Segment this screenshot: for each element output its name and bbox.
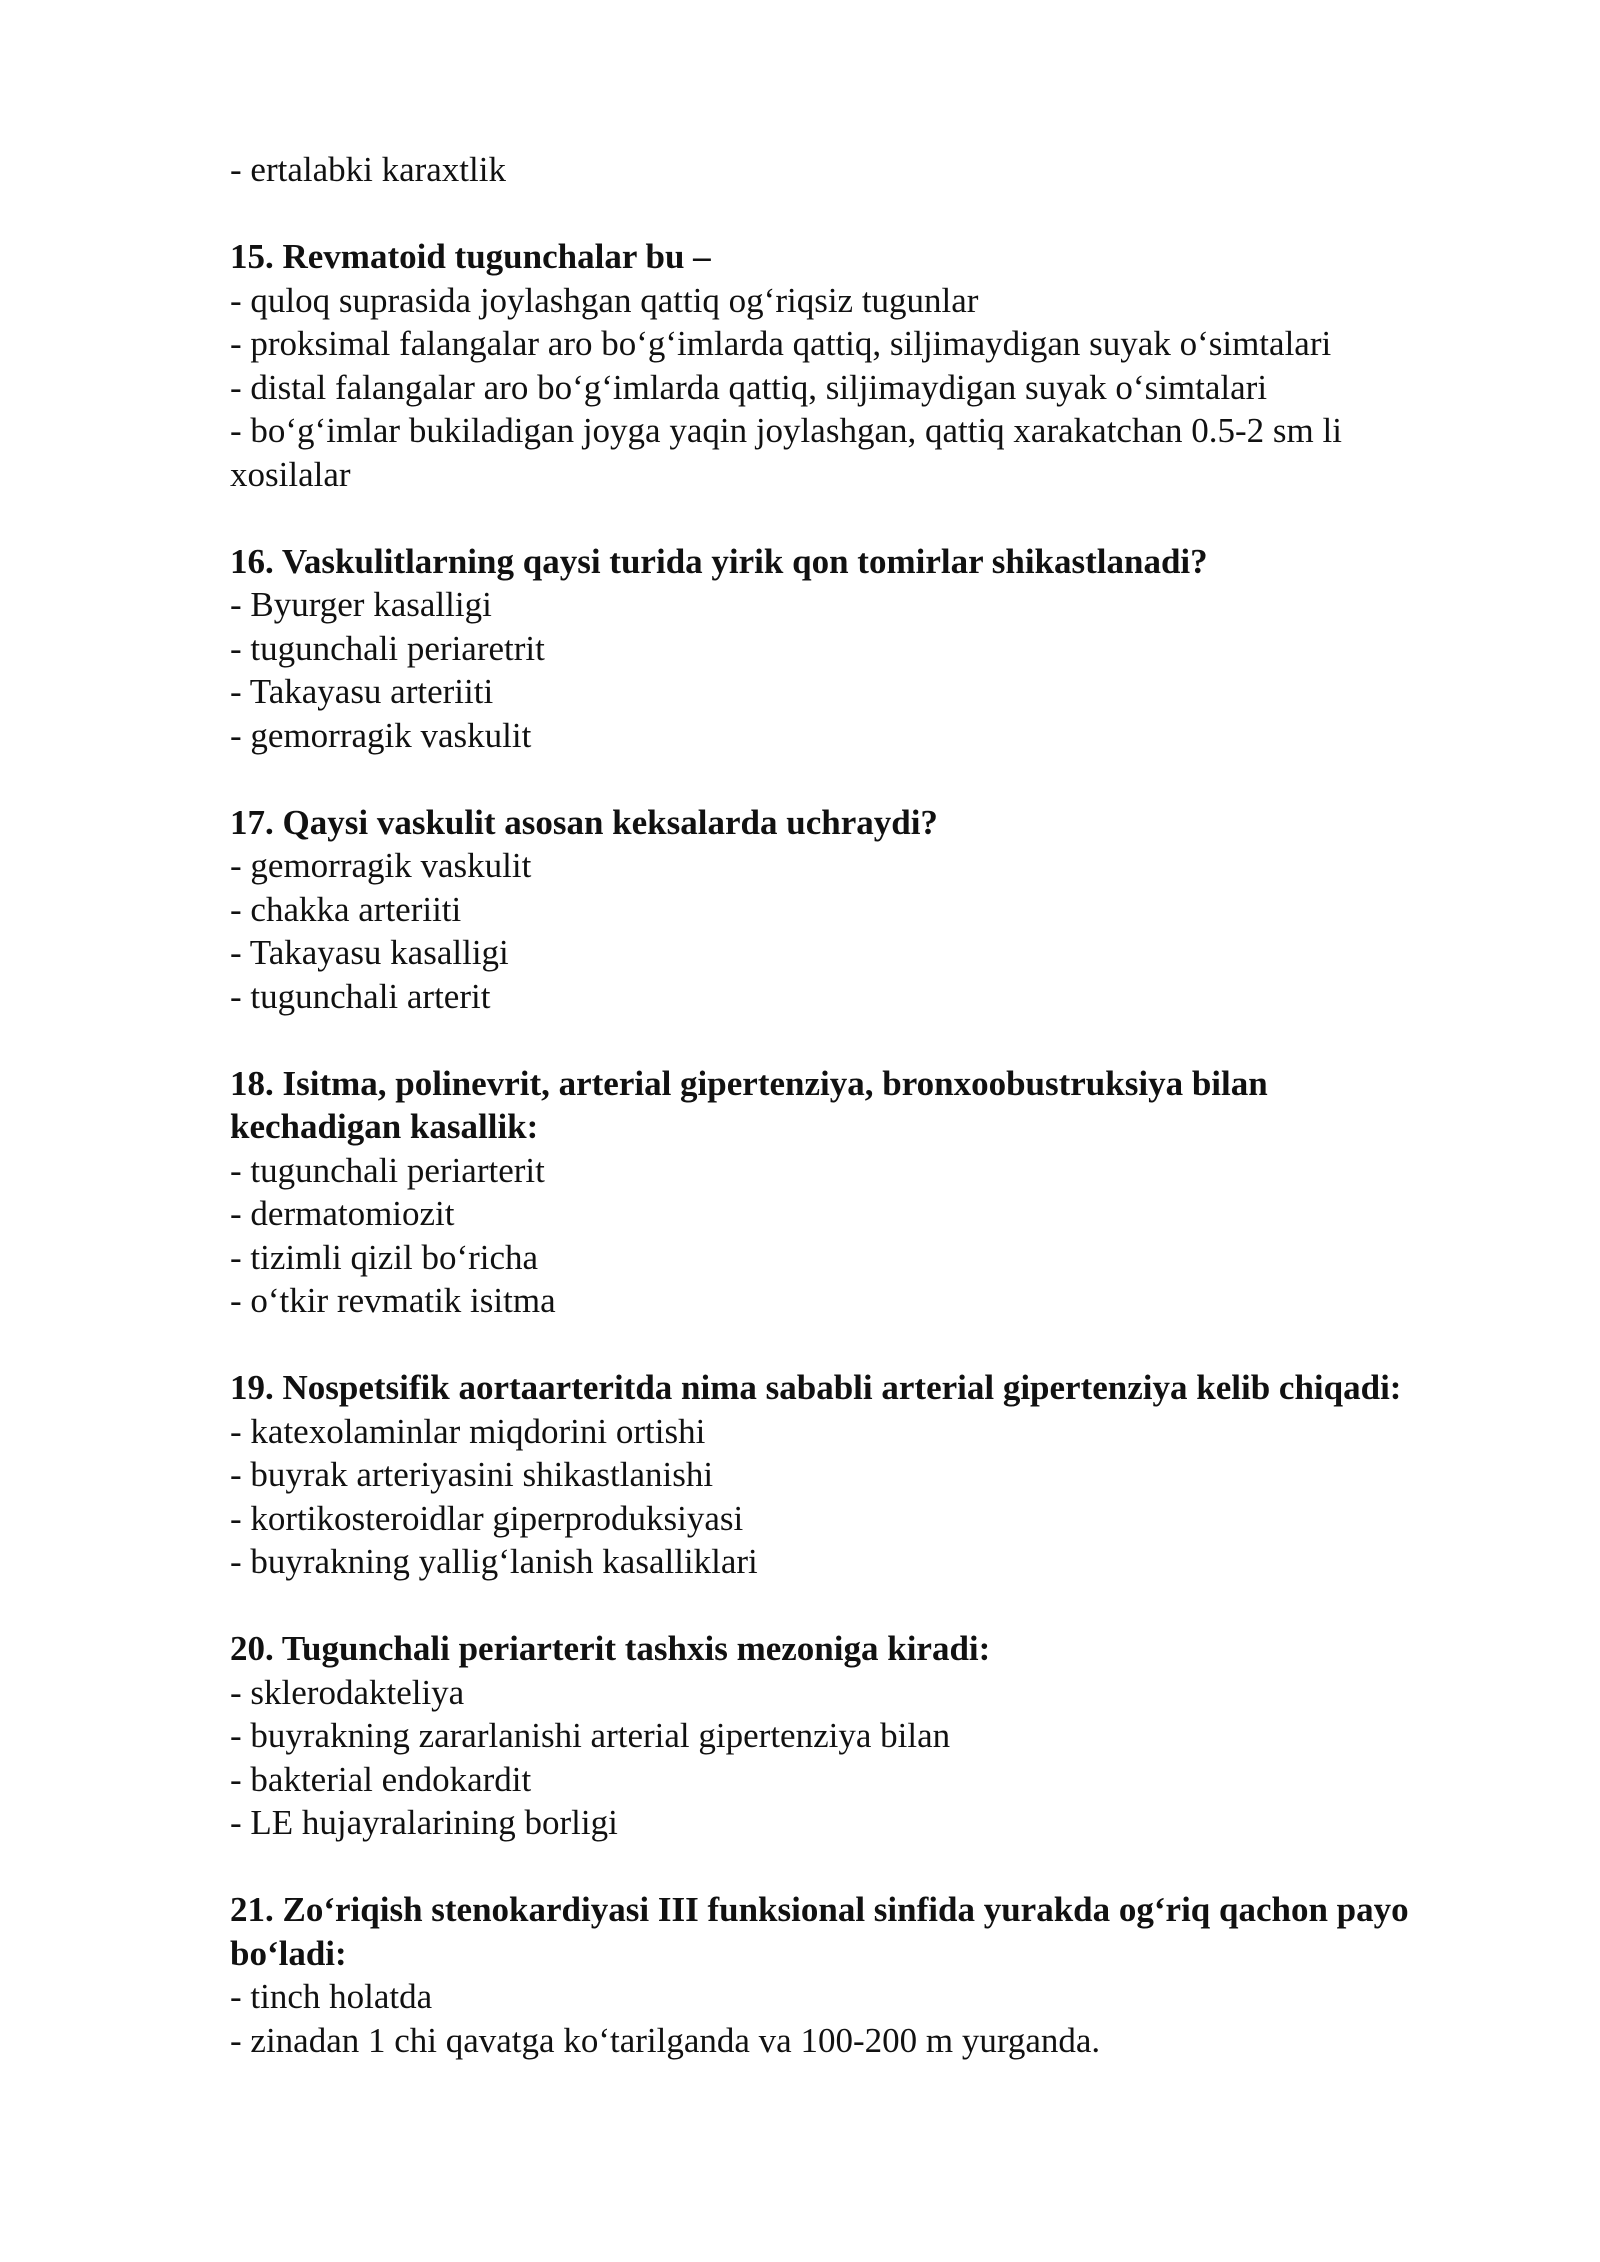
answer-option: - Takayasu arteriiti [230,672,494,711]
answer-option: - buyrak arteriyasini shikastlanishi [230,1455,714,1494]
question-title: 16. Vaskulitlarning qaysi turida yirik qon tomirlar shikastlanadi? [230,541,1208,581]
answer-option: - tizimli qizil bo‘richa [230,1237,539,1277]
answer-option: - buyrakning yallig‘lanish kasalliklari [230,1542,758,1581]
answer-option: - gemorragik vaskulit [230,846,532,885]
answer-option: - proksimal falangalar aro bo‘g‘imlarda qattiq, siljimaydigan suyak o‘simtalari [230,324,1332,363]
answer-option: - bo‘g‘imlar bukiladigan joyga yaqin joylashgan, qattiq xarakatchan 0.5-2 sm li xosilalar [230,411,1342,494]
question-19 [230,1366,1430,1584]
answer-option: - o‘tkir revmatik isitma [230,1281,556,1320]
question-21 [230,1888,1430,2062]
question-title: 18. Isitma, polinevrit, arterial gipertenziya, bronxoobustruksiya bilan kechadigan kasallik: [230,1063,1268,1146]
question-title: 19. Nospetsifik aortaarteritda nima sababli arterial gipertenziya kelib chiqadi: [230,1368,1402,1407]
answer-option: - kortikosteroidlar giperproduksiyasi [230,1498,744,1538]
question-15 [230,235,1430,496]
answer-option: - Byurger kasalligi [230,585,492,624]
answer-option: - gemorragik vaskulit [230,715,532,755]
answer-option: - zinadan 1 chi qavatga ko‘tarilganda va 100-200 m yurganda. [230,2020,1101,2060]
answer-option: - dermatomiozit [230,1194,455,1233]
answer-option: - tinch holatda [230,1977,433,2016]
question-17 [230,801,1430,1019]
answer-option: - katexolaminlar miqdorini ortishi [230,1411,706,1451]
question-title: 15. Revmatoid tugunchalar bu – [230,237,711,276]
answer-option: - sklerodakteliya [230,1672,465,1712]
answer-option: - distal falangalar aro bo‘g‘imlarda qattiq, siljimaydigan suyak o‘simtalari [230,367,1268,407]
document-page [230,148,1430,2062]
answer-option: - bakterial endokardit [230,1759,532,1799]
answer-option: - Takayasu kasalligi [230,933,509,972]
question-title: 21. Zo‘riqish stenokardiyasi III funksional sinfida yurakda og‘riq qachon payo bo‘ladi: [230,1890,1409,1973]
answer-option: - quloq suprasida joylashgan qattiq og‘riqsiz tugunlar [230,280,979,320]
answer-option: - tugunchali arterit [230,976,491,1016]
question-20 [230,1627,1430,1845]
question-18 [230,1062,1430,1323]
answer-option: - tugunchali periarterit [230,1150,545,1190]
answer-option: - LE hujayralarining borligi [230,1803,618,1842]
question-title: 17. Qaysi vaskulit asosan keksalarda uchraydi? [230,802,938,842]
question-title: 20. Tugunchali periarterit tashxis mezoniga kiradi: [230,1629,991,1668]
intro-line: - ertalabki karaxtlik [230,150,506,189]
answer-option: - chakka arteriiti [230,889,462,929]
question-16 [230,540,1430,758]
answer-option: - tugunchali periaretrit [230,628,545,668]
answer-option: - buyrakning zararlanishi arterial gipertenziya bilan [230,1716,951,1755]
